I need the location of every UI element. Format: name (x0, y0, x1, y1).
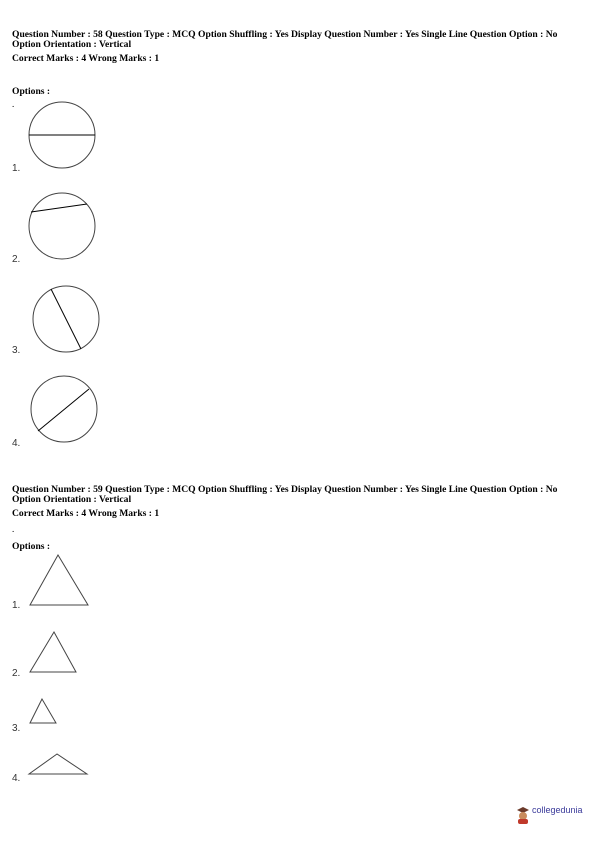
q59-option-3-figure (28, 697, 58, 725)
q58-option-2-figure (26, 190, 98, 262)
q58-option-4-number: 4. (12, 438, 21, 449)
q58-option-3-figure (30, 283, 102, 355)
question-58-header: Question Number : 58 Question Type : MCQ Option Shuffling : Yes Display Question Number : Yes Single Line Question Option : No Option Orientation : Vertical (12, 29, 558, 50)
question-59-stray-dot: . (12, 524, 15, 534)
question-58-marks: Correct Marks : 4 Wrong Marks : 1 (12, 53, 160, 64)
q59-option-2-number: 2. (12, 668, 21, 679)
question-59-options-label: Options : (12, 541, 51, 552)
q59-option-3-number: 3. (12, 723, 21, 734)
q59-option-1-number: 1. (12, 600, 21, 611)
q58-option-1-number: 1. (12, 163, 21, 174)
q58-option-4-figure (28, 375, 100, 447)
question-59-marks: Correct Marks : 4 Wrong Marks : 1 (12, 508, 160, 519)
question-58-options-label: Options : (12, 86, 51, 97)
graduate-avatar-icon (516, 806, 530, 824)
collegedunia-logo (516, 806, 583, 824)
q59-option-4-number: 4. (12, 773, 21, 784)
q58-option-2-number: 2. (12, 254, 21, 265)
brand-name: collegedunia (532, 805, 583, 815)
question-58-stray-dot: . (12, 99, 15, 109)
q59-option-2-figure (28, 630, 78, 675)
question-59-header: Question Number : 59 Question Type : MCQ Option Shuffling : Yes Display Question Number : Yes Single Line Question Option : No Option Orientation : Vertical (12, 484, 558, 505)
q58-option-1-figure (26, 101, 98, 173)
q59-option-4-figure (27, 752, 89, 776)
q59-option-1-figure (28, 553, 90, 608)
q58-option-3-number: 3. (12, 345, 21, 356)
